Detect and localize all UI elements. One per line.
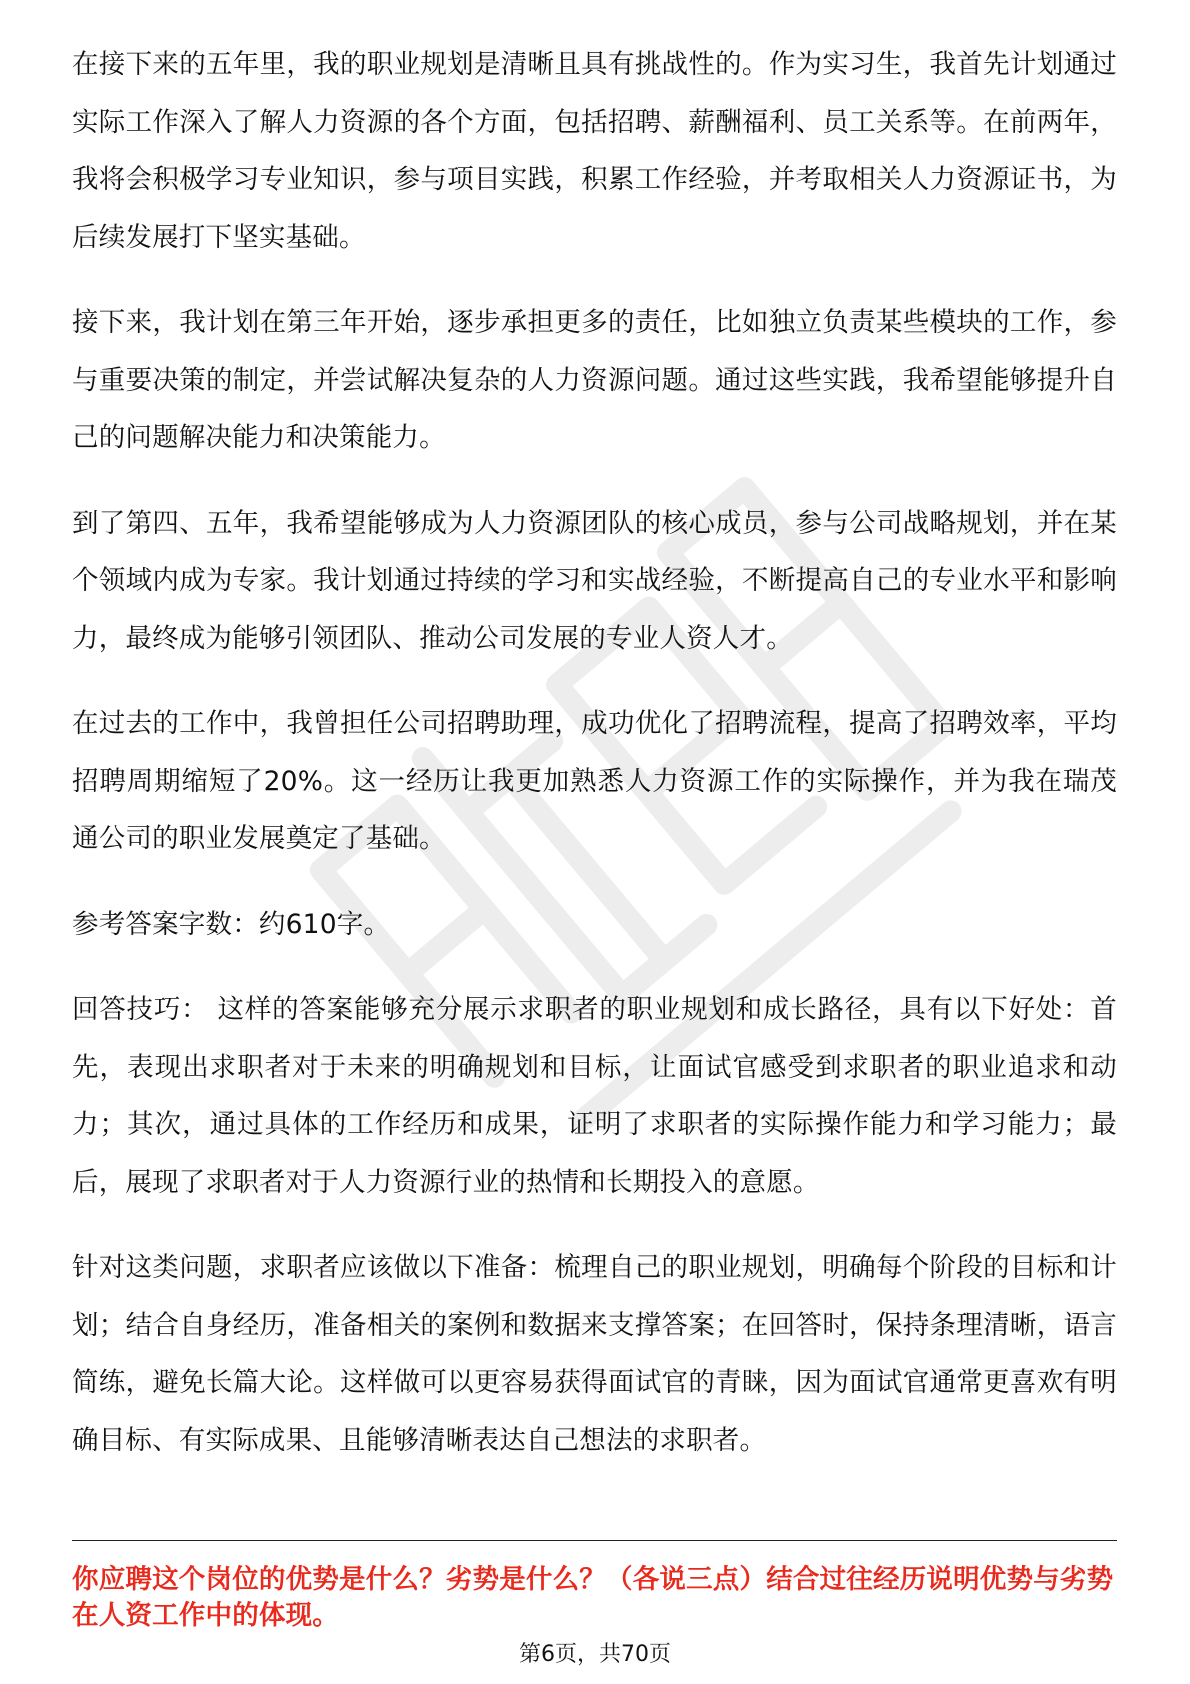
paragraph-year-three: 接下来，我计划在第三年开始，逐步承担更多的责任，比如独立负责某些模块的工作，参与重要决策的制定，并尝试解决复杂的人力资源问题。通过这些实践，我希望能够提升自己的问题解决能力和决策能力。 [72,307,1117,453]
section-divider [72,1540,1117,1541]
paragraph-preparation: 针对这类问题，求职者应该做以下准备：梳理自己的职业规划，明确每个阶段的目标和计划；结合自身经历，准备相关的案例和数据来支撑答案；在回答时，保持条理清晰，语言简练，避免长篇大论。这样做可以更容易获得面试官的青睐，因为面试官通常更喜欢有明确目标、有实际成果、且能够清晰表达自己想法的求职者。 [72,1252,1117,1456]
paragraph-word-count: 参考答案字数：约610字。 [72,908,391,940]
paragraph-career-plan: 在接下来的五年里，我的职业规划是清晰且具有挑战性的。作为实习生，我首先计划通过实际工作深入了解人力资源的各个方面，包括招聘、薪酬福利、员工关系等。在前两年，我将会积极学习专业知识，参与项目实践，积累工作经验，并考取相关人力资源证书，为后续发展打下坚实基础。 [72,49,1117,253]
main-content [72,36,1117,1497]
page-footer: 第6页，共70页 [519,1642,671,1667]
paragraph-past-experience: 在过去的工作中，我曾担任公司招聘助理，成功优化了招聘流程，提高了招聘效率，平均招聘周期缩短了20%。这一经历让我更加熟悉人力资源工作的实际操作，并为我在瑞茂通公司的职业发展奠定了基础。 [72,708,1117,854]
next-question-heading: 你应聘这个岗位的优势是什么？劣势是什么？（各说三点）结合过往经历说明优势与劣势在人资工作中的体现。 [72,1564,1114,1631]
paragraph-answer-tips: 回答技巧： 这样的答案能够充分展示求职者的职业规划和成长路径，具有以下好处：首先，表现出求职者对于未来的明确规划和目标，让面试官感受到求职者的职业追求和动力；其次，通过具体的工作经历和成果，证明了求职者的实际操作能力和学习能力；最后，展现了求职者对于人力资源行业的热情和长期投入的意愿。 [72,994,1117,1198]
paragraph-year-four-five: 到了第四、五年，我希望能够成为人力资源团队的核心成员，参与公司战略规划，并在某个领域内成为专家。我计划通过持续的学习和实战经验，不断提高自己的专业水平和影响力，最终成为能够引领团队、推动公司发展的专业人资人才。 [72,507,1117,654]
